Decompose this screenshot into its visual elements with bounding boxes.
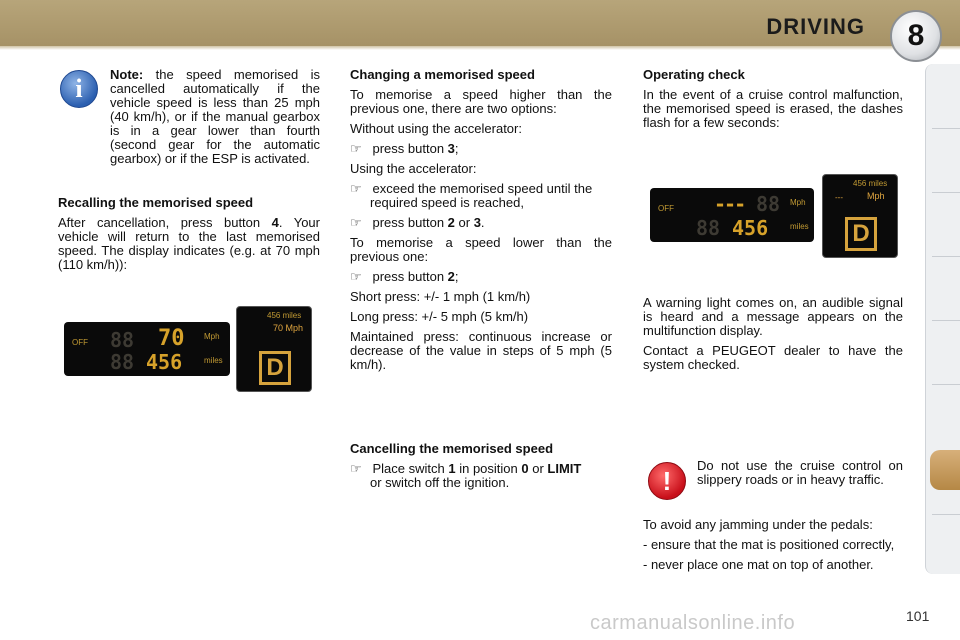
cancel-text: Place switch <box>372 461 449 476</box>
page-title: DRIVING <box>766 14 865 39</box>
right-column-top <box>643 68 903 136</box>
recall-button-number: 4 <box>271 215 279 230</box>
semicolon: ; <box>454 269 459 284</box>
dashes-text: --- <box>714 192 745 216</box>
flashing-dashes <box>714 192 744 216</box>
maintained-press: Maintained press: continuous increase or decrease of the value in steps of 5 mph (5 km/h). <box>350 329 612 372</box>
period: . <box>480 215 485 230</box>
button-3-label: 3 <box>447 141 455 156</box>
change-heading: Changing a memorised speed <box>350 67 535 82</box>
tab-divider <box>932 384 960 385</box>
note-text: the speed memorised is cancelled automatically if the vehicle speed is less than 25 mph (40 km/h), or if the manual gearbox is in a gear lower than fourth (second gear for the automatic gearbox) or if the ESP is activated. <box>110 67 320 166</box>
speed-digits-dim: 88 <box>756 192 781 216</box>
press-button-text: press button <box>372 141 448 156</box>
recall-text-end: . Your vehicle will return to the last memorised speed. The display indicates (e.g. at 70 mph (110 km/h)): <box>58 215 320 272</box>
bullet-cancel: ☞ Place switch 1 in position 0 or LIMIT or switch off the ignition. <box>350 461 582 490</box>
watermark: carmanualsonline.info <box>590 612 796 634</box>
recall-heading: Recalling the memorised speed <box>58 195 254 210</box>
gear-display-right <box>822 174 898 258</box>
tab-divider <box>932 192 960 193</box>
press-button-text: press button <box>372 215 448 230</box>
speed-digits-dim: 88 <box>110 328 135 352</box>
miles-label: miles <box>790 222 809 231</box>
mph-label: Mph <box>790 198 806 207</box>
note-paragraph <box>58 68 320 166</box>
odometer-digits: 456 <box>146 350 183 374</box>
tab-divider <box>932 320 960 321</box>
right-column-middle <box>643 296 903 378</box>
position-limit-label: LIMIT <box>547 461 582 476</box>
left-column <box>58 68 320 278</box>
bullet-exceed: ☞ exceed the memorised speed until the required speed is reached, <box>350 181 593 210</box>
using-accelerator: Using the accelerator: <box>350 161 477 176</box>
miles-label: miles <box>204 356 223 365</box>
gear-indicator: D <box>845 217 877 251</box>
check-heading: Operating check <box>643 67 745 82</box>
lower-intro: To memorise a speed lower than the previous one: <box>350 235 612 264</box>
recall-text: After cancellation, press button <box>58 215 272 230</box>
odo-digits-dim: 88 <box>110 350 135 374</box>
memorised-speed-digits: 70 <box>158 326 185 351</box>
recall-paragraph <box>58 216 320 272</box>
tab-active[interactable] <box>930 450 960 490</box>
odo-digits-dim: 88 <box>696 216 721 240</box>
cancel-heading: Cancelling the memorised speed <box>350 441 554 456</box>
change-intro: To memorise a speed higher than the previous one, there are two options: <box>350 87 612 116</box>
mph-big-label: Mph <box>867 191 885 201</box>
check-text: In the event of a cruise control malfunction, the memorised speed is erased, the dashes flash for a few seconds: <box>643 87 903 130</box>
middle-column <box>350 68 612 378</box>
gear-indicator: D <box>259 351 291 385</box>
short-press: Short press: +/- 1 mph (1 km/h) <box>350 289 531 304</box>
exceed-text: exceed the memorised speed until the required speed is reached, <box>370 181 593 210</box>
chapter-badge: 8 <box>890 10 942 62</box>
or-text: or <box>454 215 474 230</box>
slippery-text: Do not use the cruise control on slippery roads or in heavy traffic. <box>697 458 903 487</box>
off-label: OFF <box>72 338 88 347</box>
jam-item-1: - ensure that the mat is positioned correctly, <box>643 537 895 552</box>
jam-item-2: - never place one mat on top of another. <box>643 557 874 572</box>
instrument-cluster-right <box>650 188 814 242</box>
cancel-section <box>350 442 612 496</box>
without-accelerator: Without using the accelerator: <box>350 121 522 136</box>
right-column-bottom <box>643 518 903 578</box>
semicolon: ; <box>454 141 459 156</box>
tab-divider <box>932 256 960 257</box>
button-2-label: 2 <box>447 269 455 284</box>
miles-top-label: 456 miles <box>267 311 302 320</box>
miles-top-label: 456 miles <box>853 179 888 188</box>
page-number: 101 <box>906 608 930 624</box>
position-0-label: 0 <box>521 461 529 476</box>
contact-text: Contact a PEUGEOT dealer to have the system checked. <box>643 343 903 372</box>
off-label: OFF <box>658 204 674 213</box>
bullet-press-2-or-3: ☞ press button 2 or 3. <box>350 215 485 230</box>
button-3-label: 3 <box>473 215 481 230</box>
info-icon: i <box>60 70 98 108</box>
cancel-position-text: in position <box>455 461 522 476</box>
tab-divider <box>932 514 960 515</box>
long-press: Long press: +/- 5 mph (5 km/h) <box>350 309 529 324</box>
or-text: or <box>528 461 548 476</box>
jam-intro: To avoid any jamming under the pedals: <box>643 517 873 532</box>
note-label: Note: <box>110 67 144 82</box>
mph-label: Mph <box>204 332 220 341</box>
instrument-cluster-left <box>64 322 230 376</box>
chapter-tabs <box>925 64 960 574</box>
speed-big-label: 70 Mph <box>273 323 304 333</box>
warning-icon: ! <box>648 462 686 500</box>
bullet-press-3: ☞ press button 3; <box>350 141 459 156</box>
bullet-press-2: ☞ press button 2; <box>350 269 459 284</box>
tab-divider <box>932 128 960 129</box>
odometer-digits: 456 <box>732 216 769 240</box>
button-2-label: 2 <box>447 215 455 230</box>
header-shadow <box>0 46 960 50</box>
warning-text: A warning light comes on, an audible signal is heard and a message appears on the multifunction display. <box>643 295 903 338</box>
press-button-text: press button <box>372 269 448 284</box>
cancel-text-end: or switch off the ignition. <box>370 475 510 490</box>
gear-display-left <box>236 306 312 392</box>
switch-1-label: 1 <box>448 461 456 476</box>
slippery-warning <box>697 459 903 493</box>
dashes-small: --- <box>835 193 843 202</box>
